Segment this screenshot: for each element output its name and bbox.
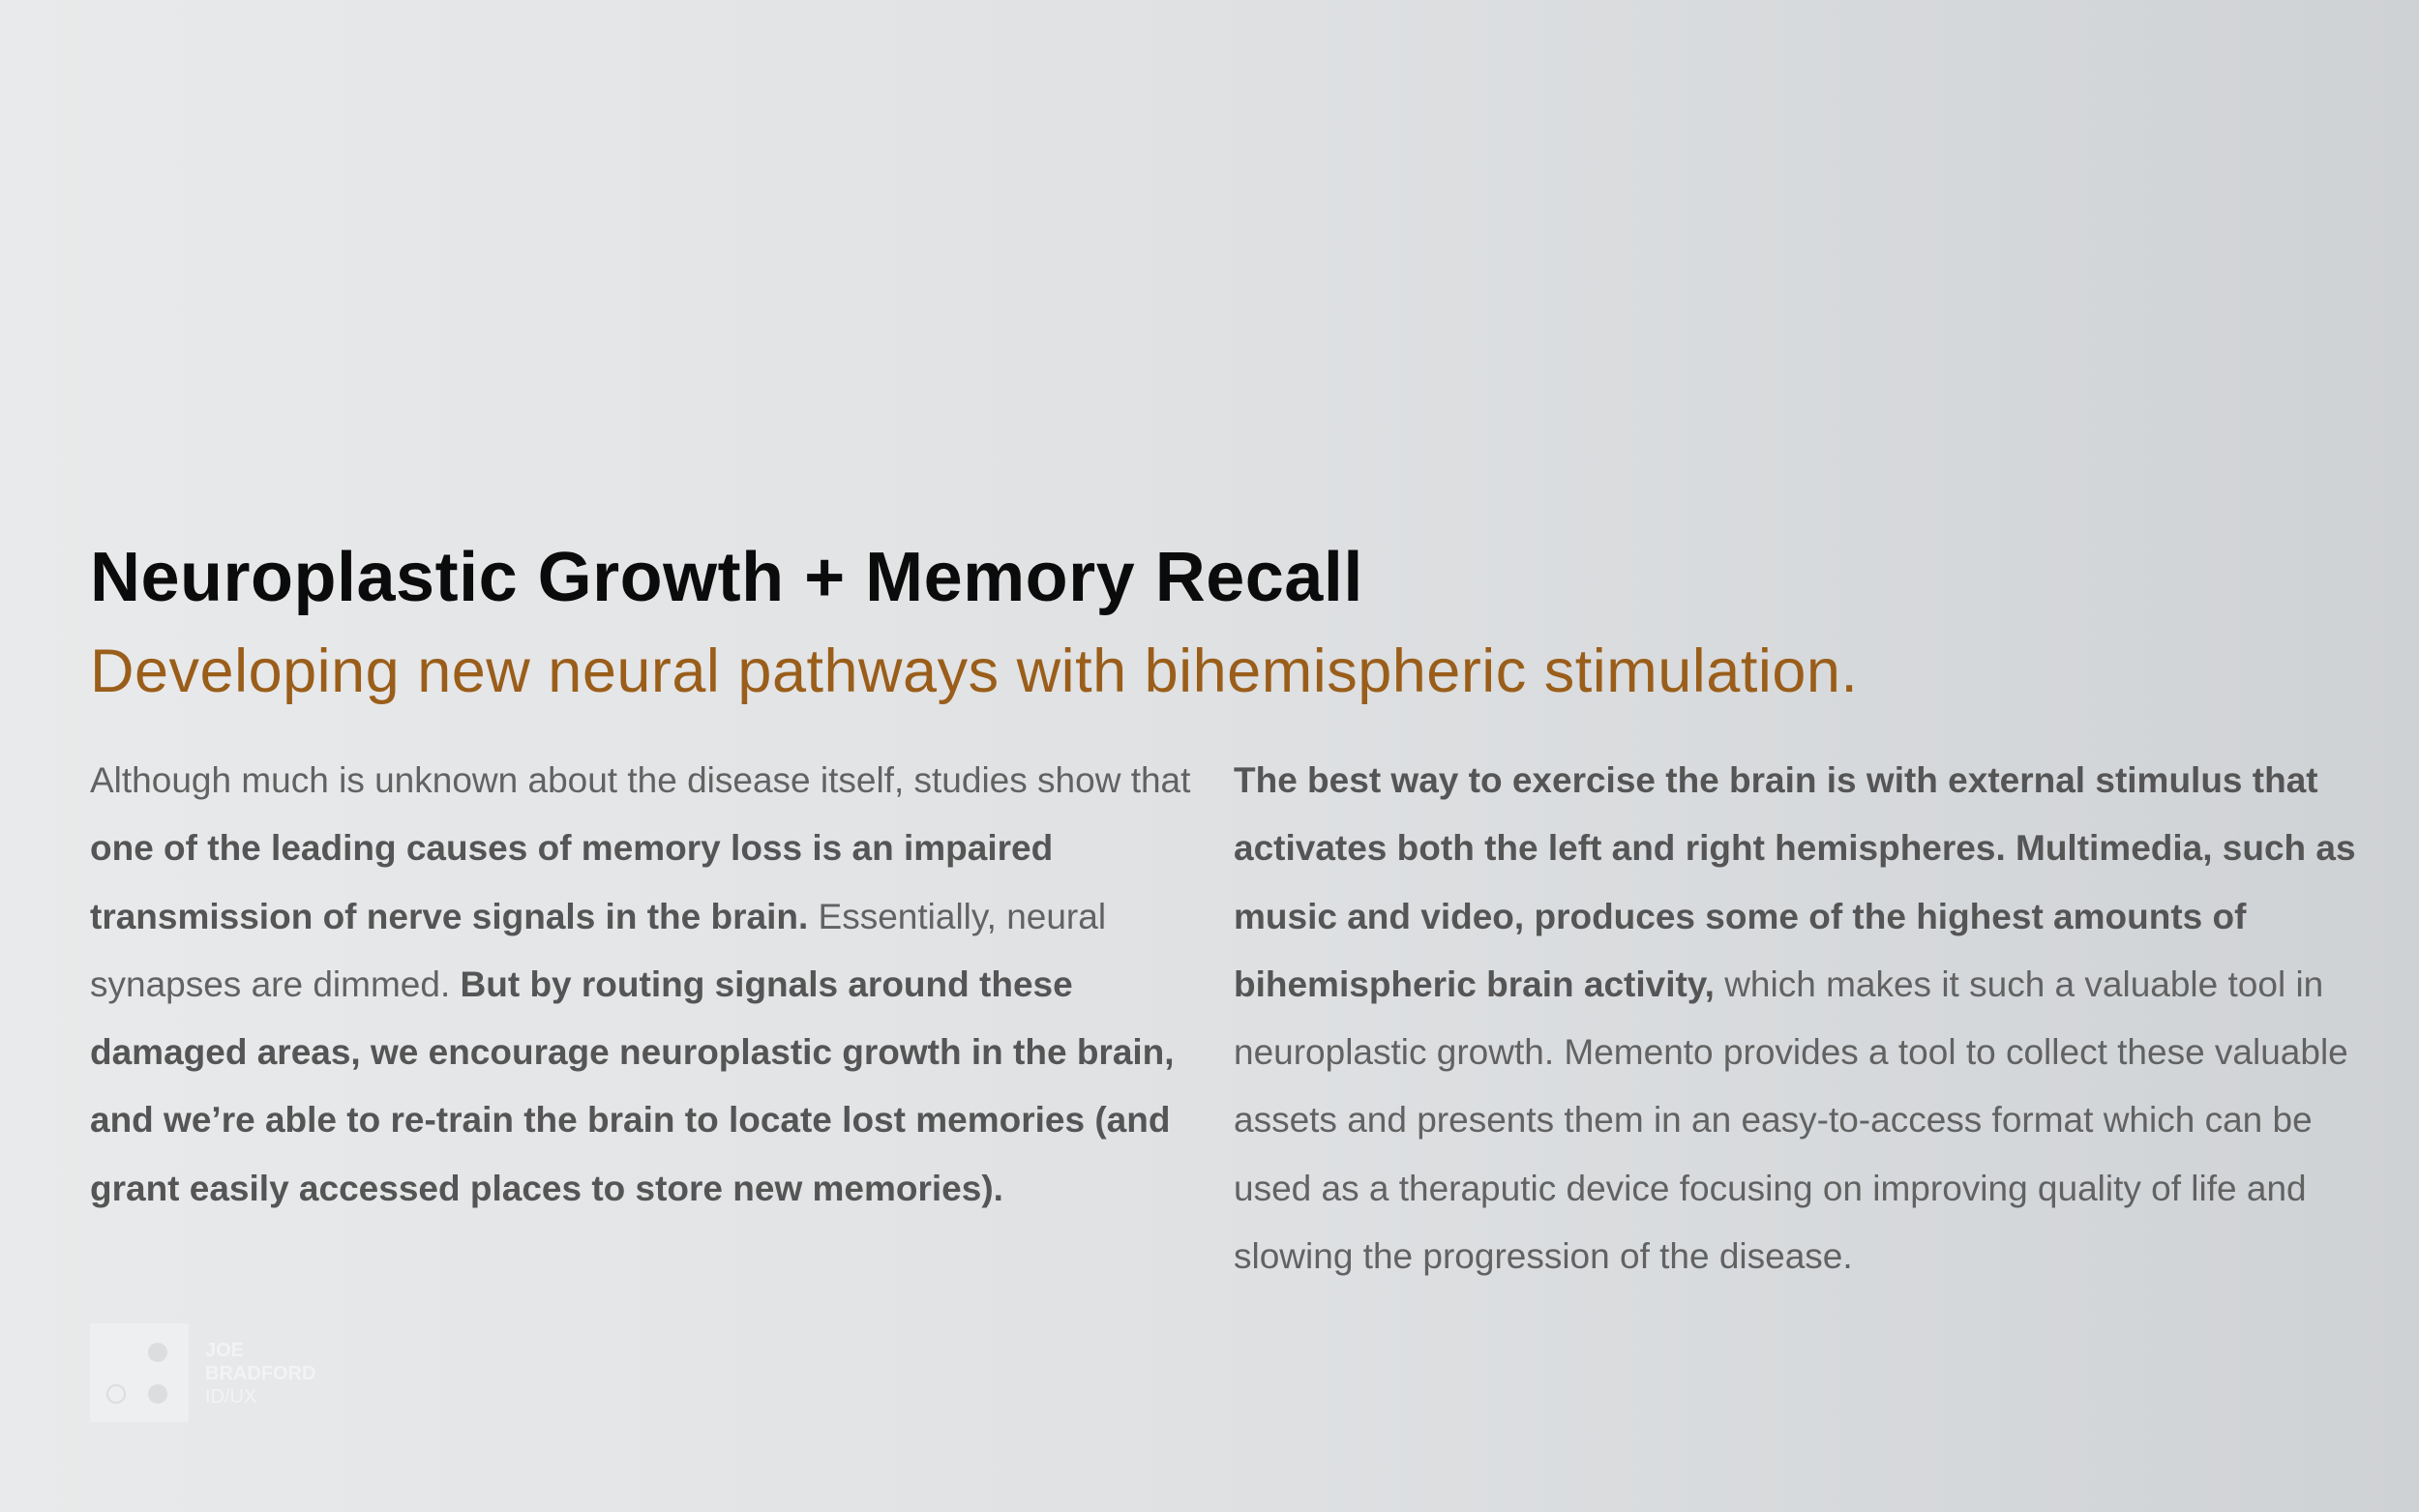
right-emphasis-1: The best way to exercise the brain is with external stimulus that activates both the left and right hemispheres. Multimedia, such as music and video, produces some of the highest amounts of bihemispheric brain activity, xyxy=(1234,760,2356,1004)
right-body-paragraph xyxy=(1234,747,2356,1290)
brand-logo-mark xyxy=(90,1323,189,1422)
left-emphasis-1: one of the leading causes of memory loss is an impaired transmission of nerve signals in the brain. xyxy=(90,828,1054,936)
page-title: Neuroplastic Growth + Memory Recall xyxy=(90,539,1363,616)
right-text-1: which makes it such a valuable tool in neuroplastic growth. Memento provides a tool to collect these valuable assets and presents them in an easy-to-access format which can be used as a theraputic device focusing on improving quality of life and slowing the progression of the disease. xyxy=(1234,964,2348,1277)
logo-dot xyxy=(148,1343,167,1362)
logo-line-last-name: BRADFORD xyxy=(205,1363,316,1384)
brand-logo-text xyxy=(205,1339,315,1408)
logo-ring xyxy=(106,1384,126,1404)
left-emphasis-2: But by routing signals around these damaged areas, we encourage neuroplastic growth in the brain, and we’re able to re-train the brain to locate lost memories (and grant easily accessed places to store new memories). xyxy=(90,964,1175,1208)
left-text-2: Essentially, neural synapses are dimmed. xyxy=(90,896,1107,1004)
logo-line-discipline: ID/UX xyxy=(205,1386,257,1408)
logo-line-first-name: JOE xyxy=(205,1340,245,1361)
page-subtitle: Developing new neural pathways with bihemispheric stimulation. xyxy=(90,637,1859,705)
left-text-1: Although much is unknown about the disease itself, studies show that xyxy=(90,760,1191,800)
logo-dot xyxy=(148,1384,167,1404)
left-body-paragraph xyxy=(90,747,1212,1223)
